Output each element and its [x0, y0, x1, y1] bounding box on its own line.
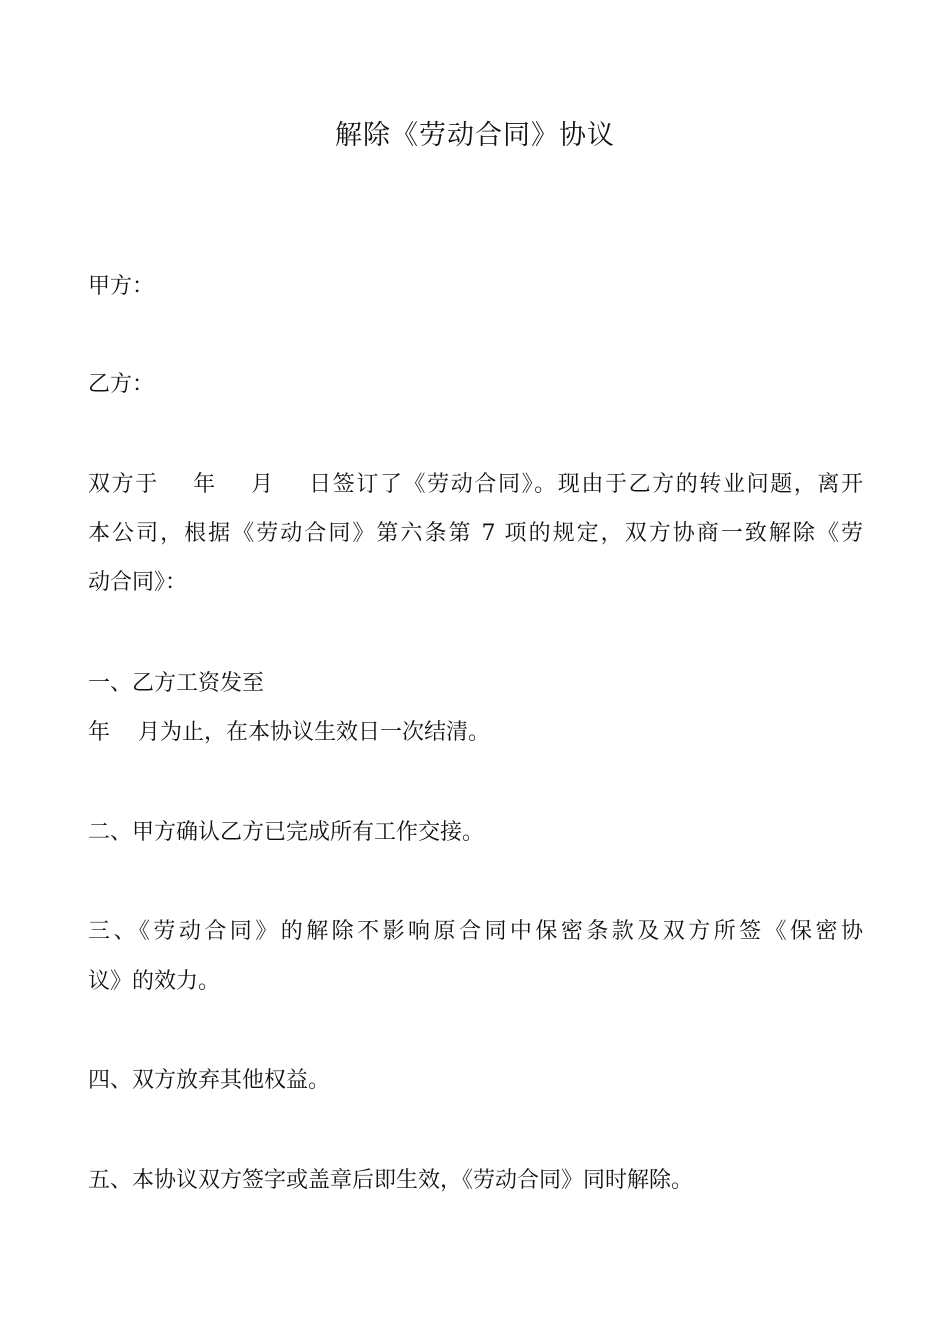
clause-1-line-2: 年 月为止，在本协议生效日一次结清。	[88, 720, 490, 745]
clause-4: 四、双方放弃其他权益。	[88, 1068, 331, 1093]
party-b-label: 乙方：	[88, 372, 155, 397]
clause-3-line-1: 三、《劳动合同》的解除不影响原合同中保密条款及双方所签《保密协	[88, 919, 863, 944]
preamble-line-3: 动合同》：	[88, 570, 188, 595]
document-title: 解除《劳动合同》协议	[335, 120, 615, 151]
clause-1-line-1: 一、乙方工资发至	[88, 671, 265, 696]
preamble-line-1: 双方于 年 月 日签订了《劳动合同》。现由于乙方的转业问题，离开	[88, 472, 863, 497]
party-a-label: 甲方：	[88, 274, 155, 299]
clause-3-line-2: 议》的效力。	[88, 969, 221, 994]
clause-2: 二、甲方确认乙方已完成所有工作交接。	[88, 820, 485, 845]
preamble-line-2: 本公司，根据《劳动合同》第六条第 7 项的规定，双方协商一致解除《劳	[88, 521, 863, 546]
clause-5: 五、本协议双方签字或盖章后即生效，《劳动合同》同时解除。	[88, 1168, 694, 1193]
